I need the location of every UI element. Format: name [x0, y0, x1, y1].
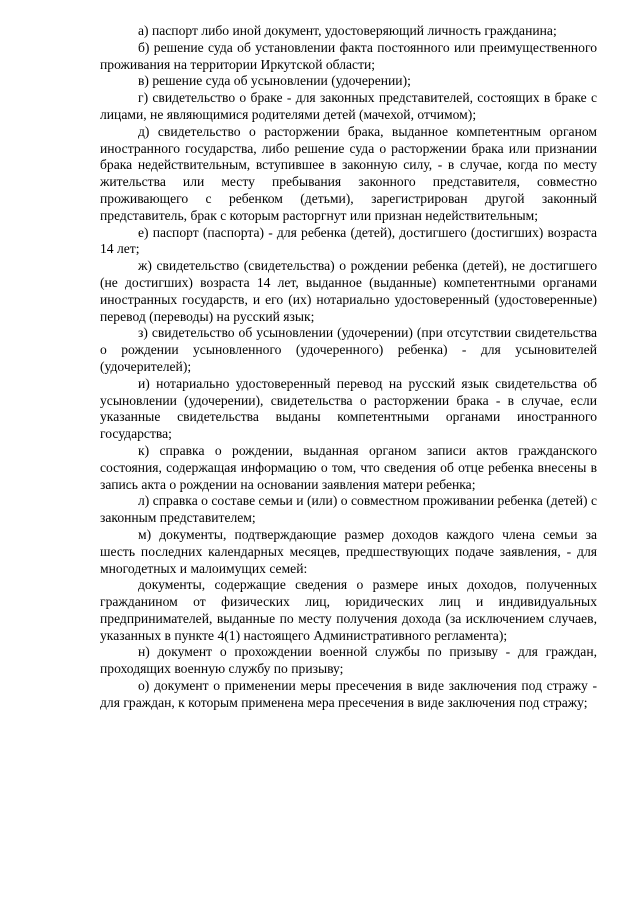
paragraph-m: м) документы, подтверждающие размер доходов каждого члена семьи за шесть последних календарных месяцев, предшествующих подаче заявления, - для многодетных и малоимущих семей:: [100, 526, 597, 576]
paragraph-o: о) документ о применении меры пресечения в виде заключения под стражу - для граждан, к которым применена мера пресечения в виде заключения под стражу;: [100, 678, 597, 710]
paragraph-zh: ж) свидетельство (свидетельства) о рождении ребенка (детей), не достигшего (не достигших) возраста 14 лет, выданное (выданные) компетентными органами иностранных государств, и его (их) нотариально удостоверенный (удостоверенные) перевод (переводы) на русский язык;: [100, 258, 597, 324]
paragraph-m-other-income: документы, содержащие сведения о размере иных доходов, полученных гражданином от физических лиц, юридических лиц и индивидуальных предпринимателей, выданные по месту получения дохода (за исключением случаев, указанных в пункте 4(1) настоящего Административного регламента);: [100, 577, 597, 643]
paragraph-g: г) свидетельство о браке - для законных представителей, состоящих в браке с лицами, не являющимися родителями детей (мачехой, отчимом);: [100, 90, 597, 122]
paragraph-d: д) свидетельство о расторжении брака, выданное компетентным органом иностранного государства, либо решение суда о расторжении брака или признании брака недействительным, вступившее в законную силу, - в случае, когда по месту жительства или месту пребывания законного представителя, совместно проживающего с ребенком (детьми), зарегистрирован другой законный представитель, брак с которым расторгнут или признан недействительным;: [100, 123, 597, 223]
paragraph-e: е) паспорт (паспорта) - для ребенка (детей), достигшего (достигших) возраста 14 лет;: [100, 224, 597, 257]
paragraph-b: б) решение суда об установлении факта постоянного или преимущественного проживания на территории Иркутской области;: [100, 39, 597, 72]
paragraph-v: в) решение суда об усыновлении (удочерении);: [138, 73, 411, 89]
paragraph-i: и) нотариально удостоверенный перевод на русский язык свидетельства об усыновлении (удочерении), свидетельства о расторжении брака - в случае, если указанные свидетельства выданы компетентными органами иностранного государства;: [100, 375, 597, 442]
paragraph-z: з) свидетельство об усыновлении (удочерении) (при отсутствии свидетельства о рождении усыновленного (удочеренного) ребенка) - для усыновителей (удочерителей);: [100, 325, 597, 374]
paragraph-a: а) паспорт либо иной документ, удостоверяющий личность гражданина;: [138, 23, 557, 38]
paragraph-n: н) документ о прохождении военной службы по призыву - для граждан, проходящих военную службу по призыву;: [100, 644, 597, 677]
paragraph-l: л) справка о составе семьи и (или) о совместном проживании ребенка (детей) с законным представителем;: [100, 493, 597, 526]
paragraph-k: к) справка о рождении, выданная органом записи актов гражданского состояния, содержащая информацию о том, что сведения об отце ребенка внесены в запись акта о рождении на основании заявления матери ребенка;: [100, 442, 597, 492]
